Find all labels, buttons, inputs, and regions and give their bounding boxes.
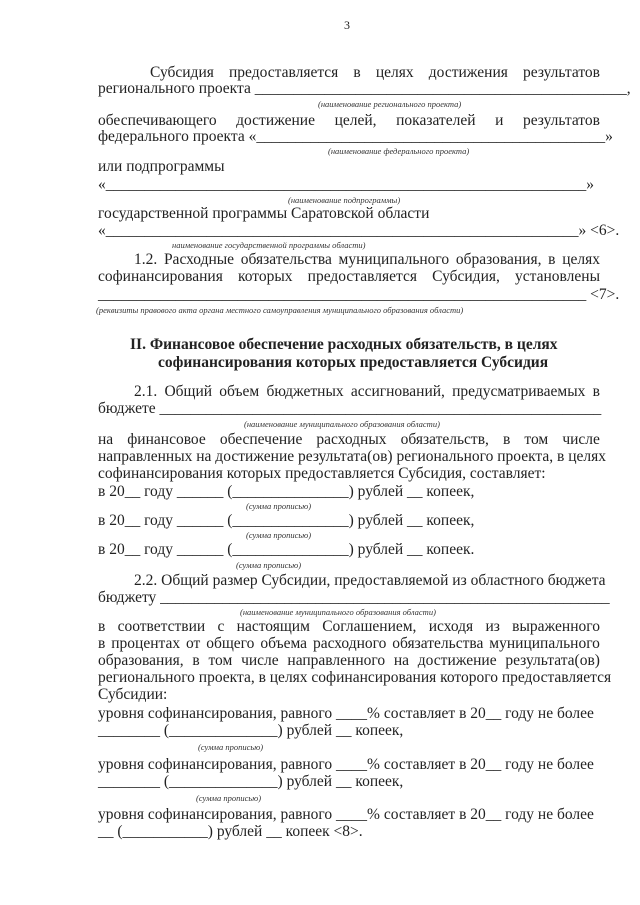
word: 1.2.	[134, 251, 158, 268]
text-line: уровня софинансирования, равного ____% составляет в 20__ году не более	[98, 705, 594, 722]
text-line: 2.2. Общий размер Субсидии, предоставляемой из областного бюджета	[134, 572, 606, 589]
word: образования,	[455, 251, 542, 268]
text-line	[98, 431, 600, 449]
word: показателей	[396, 112, 476, 129]
field-caption: (наименование федерального проекта)	[328, 146, 470, 156]
word: том	[524, 431, 549, 448]
word: том	[208, 652, 233, 669]
word: образования,	[98, 652, 184, 669]
word: целей,	[334, 112, 377, 129]
text-line: бюджете _________________________________________________________	[98, 400, 602, 417]
text-line: бюджету __________________________________________________________	[98, 589, 610, 606]
word: муниципального	[338, 251, 450, 268]
field-caption: (наименование подпрограммы)	[288, 195, 401, 205]
word: обязательства	[392, 635, 484, 652]
word: исходя	[428, 618, 474, 635]
text-line: «_____________________________________________________________» <6>.	[98, 222, 620, 239]
word: соответствии	[117, 618, 206, 635]
word: предоставляется	[229, 64, 339, 81]
text-line	[98, 618, 600, 636]
word: предоставляется	[307, 268, 417, 285]
word: результатов	[523, 64, 600, 81]
word: Субсидия,	[432, 268, 500, 285]
word: достижения	[428, 64, 508, 81]
word: финансовое	[127, 431, 206, 448]
word: числе	[241, 652, 279, 669]
field-caption: наименование государственной программы области)	[172, 240, 366, 250]
word: в	[502, 431, 511, 448]
word: в	[353, 64, 361, 81]
word: из	[485, 618, 500, 635]
field-caption: (наименование муниципального образования области)	[244, 419, 440, 429]
word: в	[548, 251, 556, 268]
text-line	[98, 635, 600, 653]
text-line: «______________________________________________________________»	[98, 176, 594, 193]
text-line	[134, 383, 600, 401]
field-caption: (сумма прописью)	[246, 501, 312, 511]
word: предусматриваемых	[452, 383, 586, 400]
text-line: государственной программы Саратовской области	[98, 205, 430, 222]
text-line: в 20__ году ______ (_______________) рублей __ копеек,	[98, 483, 475, 500]
text-line	[134, 251, 600, 269]
word: Расходные	[163, 251, 235, 268]
word: результатов	[522, 112, 600, 129]
word: на	[393, 652, 410, 669]
text-line: уровня софинансирования, равного ____% составляет в 20__ году не более	[98, 756, 594, 773]
word: обязательств,	[400, 431, 489, 448]
word: общего	[206, 635, 255, 652]
text-line: уровня софинансирования, равного ____% составляет в 20__ году не более	[98, 806, 594, 823]
word: софинансирования	[98, 268, 223, 285]
text-line: в 20__ году ______ (_______________) рублей __ копеек,	[98, 512, 475, 529]
word: и	[495, 112, 504, 129]
field-caption: (сумма прописью)	[246, 530, 312, 540]
field-caption: (наименование муниципального образования области)	[240, 607, 436, 617]
word: в	[192, 652, 200, 669]
text-line: ________ (______________) рублей __ копеек,	[98, 773, 404, 790]
field-caption: (сумма прописью)	[198, 742, 264, 752]
word: достижение	[417, 652, 497, 669]
word: от	[186, 635, 201, 652]
word: с	[217, 618, 225, 635]
text-line: Субсидии:	[98, 686, 168, 703]
word: Общий	[164, 383, 213, 400]
word: в	[98, 618, 106, 635]
word: в	[98, 635, 106, 652]
text-line: регионального проекта, в целях софинансирования которого предоставляется	[98, 669, 612, 686]
word: 2.1.	[134, 383, 158, 400]
word: достижение	[236, 112, 315, 129]
word: направленного	[287, 652, 386, 669]
text-line: направленных на достижение результата(ов) регионального проекта, в целях	[98, 448, 607, 465]
word: расходного	[312, 635, 387, 652]
field-caption: (реквизиты правового акта органа местного самоуправления муниципального образования области)	[96, 305, 464, 315]
word: расходных	[316, 431, 387, 448]
word: которых	[237, 268, 293, 285]
word: обязательства	[240, 251, 332, 268]
word: в	[592, 383, 600, 400]
section-heading: II. Финансовое обеспечение расходных обязательств, в целях	[130, 336, 558, 353]
word: обеспечивающего	[98, 112, 217, 129]
field-caption: (сумма прописью)	[196, 793, 262, 803]
text-line: __ (___________) рублей __ копеек <8>.	[98, 823, 363, 840]
word: установлены	[515, 268, 600, 285]
section-heading: софинансирования которых предоставляется Субсидия	[158, 354, 549, 371]
text-line: регионального проекта ________________________________________________,	[98, 80, 631, 97]
text-line	[98, 268, 600, 286]
word: целях	[375, 64, 414, 81]
text-line: софинансирования которых предоставляется Субсидия, составляет:	[98, 465, 546, 482]
word: числе	[562, 431, 600, 448]
word: процентах	[111, 635, 181, 652]
text-line: федерального проекта «_____________________________________________»	[98, 128, 613, 145]
word: на	[98, 431, 114, 448]
text-line: ________ (______________) рублей __ копеек,	[98, 722, 404, 739]
word: выраженного	[512, 618, 600, 635]
word: целях	[562, 251, 600, 268]
word: ассигнований,	[350, 383, 445, 400]
word: Субсидия	[150, 64, 214, 81]
text-line	[98, 652, 600, 670]
word: обеспечение	[219, 431, 303, 448]
word: бюджетных	[266, 383, 344, 400]
word: муниципального	[489, 635, 600, 652]
text-line: в 20__ году ______ (_______________) рублей __ копеек.	[98, 541, 475, 558]
word: объем	[219, 383, 260, 400]
word: результата(ов)	[505, 652, 600, 669]
field-caption: (наименование регионального проекта)	[318, 99, 462, 109]
field-caption: (сумма прописью)	[236, 560, 302, 570]
word: Соглашением,	[322, 618, 417, 635]
text-line: _______________________________________________________________ <7>.	[98, 286, 620, 303]
page-number: 3	[344, 18, 350, 32]
word: объема	[260, 635, 308, 652]
text-line: или подпрограммы	[98, 158, 225, 175]
word: настоящим	[236, 618, 310, 635]
